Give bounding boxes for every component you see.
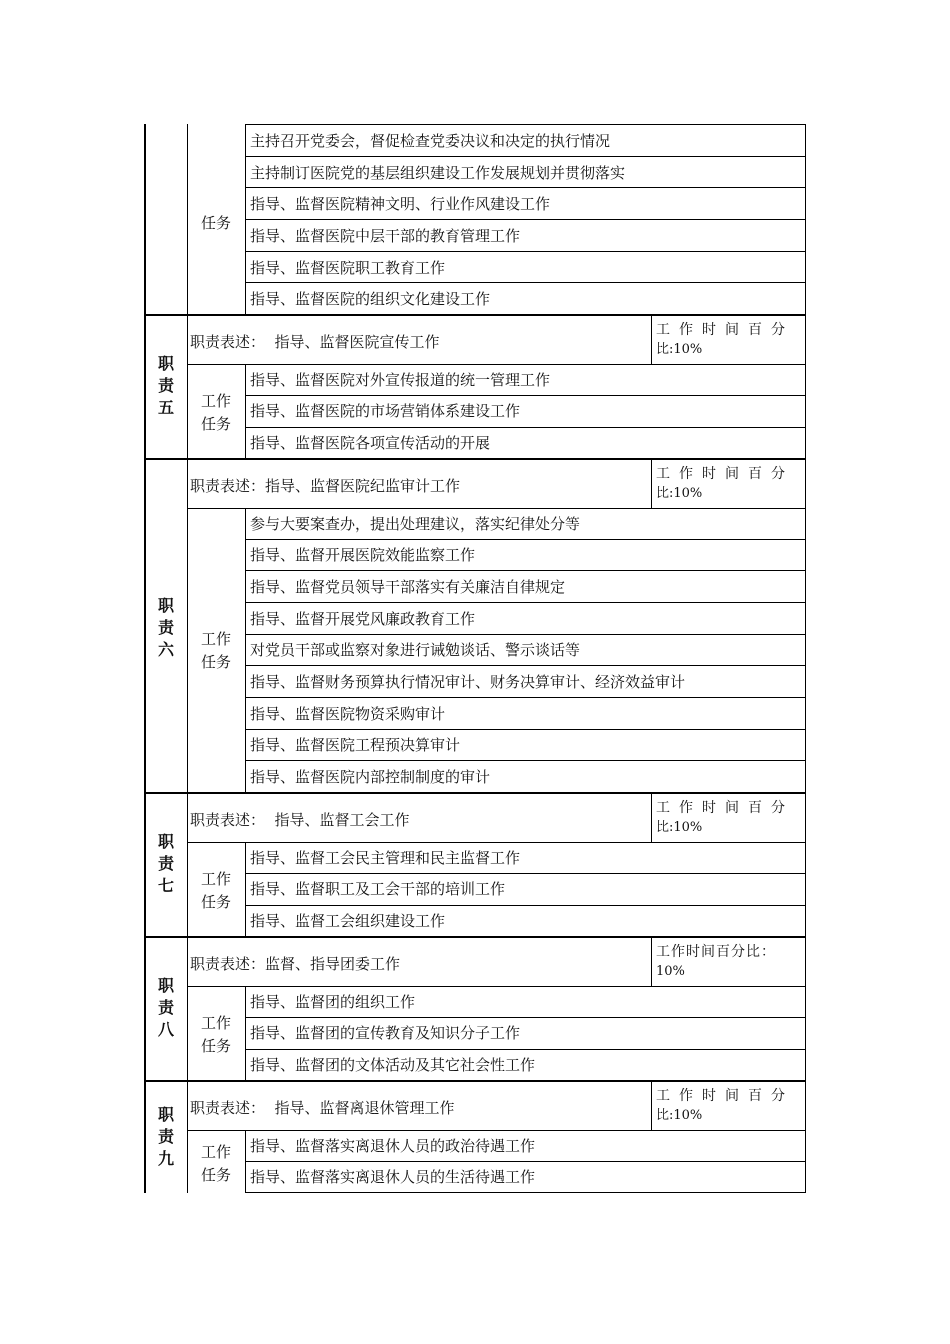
pct-cell-border <box>651 1081 652 1130</box>
task-item: 指导、监督团的宣传教育及知识分子工作 <box>250 1024 521 1042</box>
task-item: 指导、监督团的组织工作 <box>250 993 416 1011</box>
task-item: 指导、监督落实离退休人员的政治待遇工作 <box>250 1137 536 1155</box>
task-label: 工作 任务 <box>200 1014 231 1055</box>
task-item: 指导、监督开展党风廉政教育工作 <box>250 610 476 628</box>
task-item: 指导、监督医院精神文明、行业作风建设工作 <box>250 195 551 213</box>
pct-cell-border <box>651 459 652 508</box>
time-percentage: 工作时间百分 比:10% <box>656 1088 794 1123</box>
task-item: 指导、监督医院的组织文化建设工作 <box>250 290 491 308</box>
task-label: 工作 任务 <box>200 392 231 433</box>
task-item: 指导、监督落实离退休人员的生活待遇工作 <box>250 1168 536 1186</box>
task-item: 主持制订医院党的基层组织建设工作发展规划并贯彻落实 <box>250 164 626 182</box>
task-item: 主持召开党委会，督促检查党委决议和决定的执行情况 <box>250 132 611 150</box>
task-item: 指导、监督医院各项宣传活动的开展 <box>250 434 491 452</box>
duty-statement: 职责表述： 指导、监督离退休管理工作 <box>190 1099 455 1117</box>
task-item: 指导、监督医院工程预决算审计 <box>250 736 461 754</box>
pct-cell-border <box>651 937 652 986</box>
task-item: 指导、监督医院职工教育工作 <box>250 259 446 277</box>
task-item: 指导、监督工会组织建设工作 <box>250 912 446 930</box>
task-item: 指导、监督职工及工会干部的培训工作 <box>250 880 506 898</box>
task-item: 指导、监督团的文体活动及其它社会性工作 <box>250 1056 536 1074</box>
task-column-border <box>245 364 246 458</box>
pct-cell-border <box>651 793 652 842</box>
task-item: 参与大要案查办，提出处理建议，落实纪律处分等 <box>250 515 581 533</box>
task-item: 指导、监督医院中层干部的教育管理工作 <box>250 227 521 245</box>
time-percentage: 工作时间百分 比:10% <box>656 800 794 835</box>
table-bottom-border <box>245 1192 806 1193</box>
duty-statement: 职责表述：指导、监督医院纪监审计工作 <box>190 477 461 495</box>
section-divider <box>144 458 806 460</box>
duty-statement: 职责表述： 指导、监督医院宣传工作 <box>190 333 440 351</box>
section-divider <box>144 936 806 938</box>
task-label: 工作 任务 <box>200 630 231 671</box>
time-percentage: 工作时间百分比： 10% <box>656 944 776 979</box>
duty-title: 职 责 七 <box>157 832 174 895</box>
task-item: 指导、监督医院的市场营销体系建设工作 <box>250 402 521 420</box>
task-item: 指导、监督工会民主管理和民主监督工作 <box>250 849 521 867</box>
duty-title: 职 责 八 <box>157 976 174 1039</box>
task-column-border <box>245 508 246 792</box>
task-label: 工作 任务 <box>200 1143 231 1184</box>
section-divider <box>144 792 806 794</box>
task-item: 指导、监督医院内部控制制度的审计 <box>250 768 491 786</box>
duty-title: 职 责 五 <box>157 354 174 417</box>
task-item: 指导、监督党员领导干部落实有关廉洁自律规定 <box>250 578 566 596</box>
time-percentage: 工作时间百分 比:10% <box>656 322 794 357</box>
duty-title: 职 责 六 <box>157 596 174 659</box>
task-item: 指导、监督医院对外宣传报道的统一管理工作 <box>250 371 551 389</box>
section-divider <box>144 314 806 316</box>
pct-cell-border <box>651 315 652 364</box>
time-percentage: 工作时间百分 比:10% <box>656 466 794 501</box>
section-divider <box>144 1080 806 1082</box>
task-label: 任务 <box>200 214 231 232</box>
duty-title: 职 责 九 <box>157 1105 174 1168</box>
table-right-border <box>805 124 806 1193</box>
duty-statement: 职责表述：监督、指导团委工作 <box>190 955 401 973</box>
task-column-border <box>245 842 246 936</box>
task-label: 工作 任务 <box>200 870 231 911</box>
task-item: 指导、监督财务预算执行情况审计、财务决算审计、经济效益审计 <box>250 673 686 691</box>
task-item: 对党员干部或监察对象进行诫勉谈话、警示谈话等 <box>250 641 581 659</box>
task-item: 指导、监督医院物资采购审计 <box>250 705 446 723</box>
task-column-border <box>245 986 246 1080</box>
duty-statement: 职责表述： 指导、监督工会工作 <box>190 811 410 829</box>
task-item: 指导、监督开展医院效能监察工作 <box>250 546 476 564</box>
